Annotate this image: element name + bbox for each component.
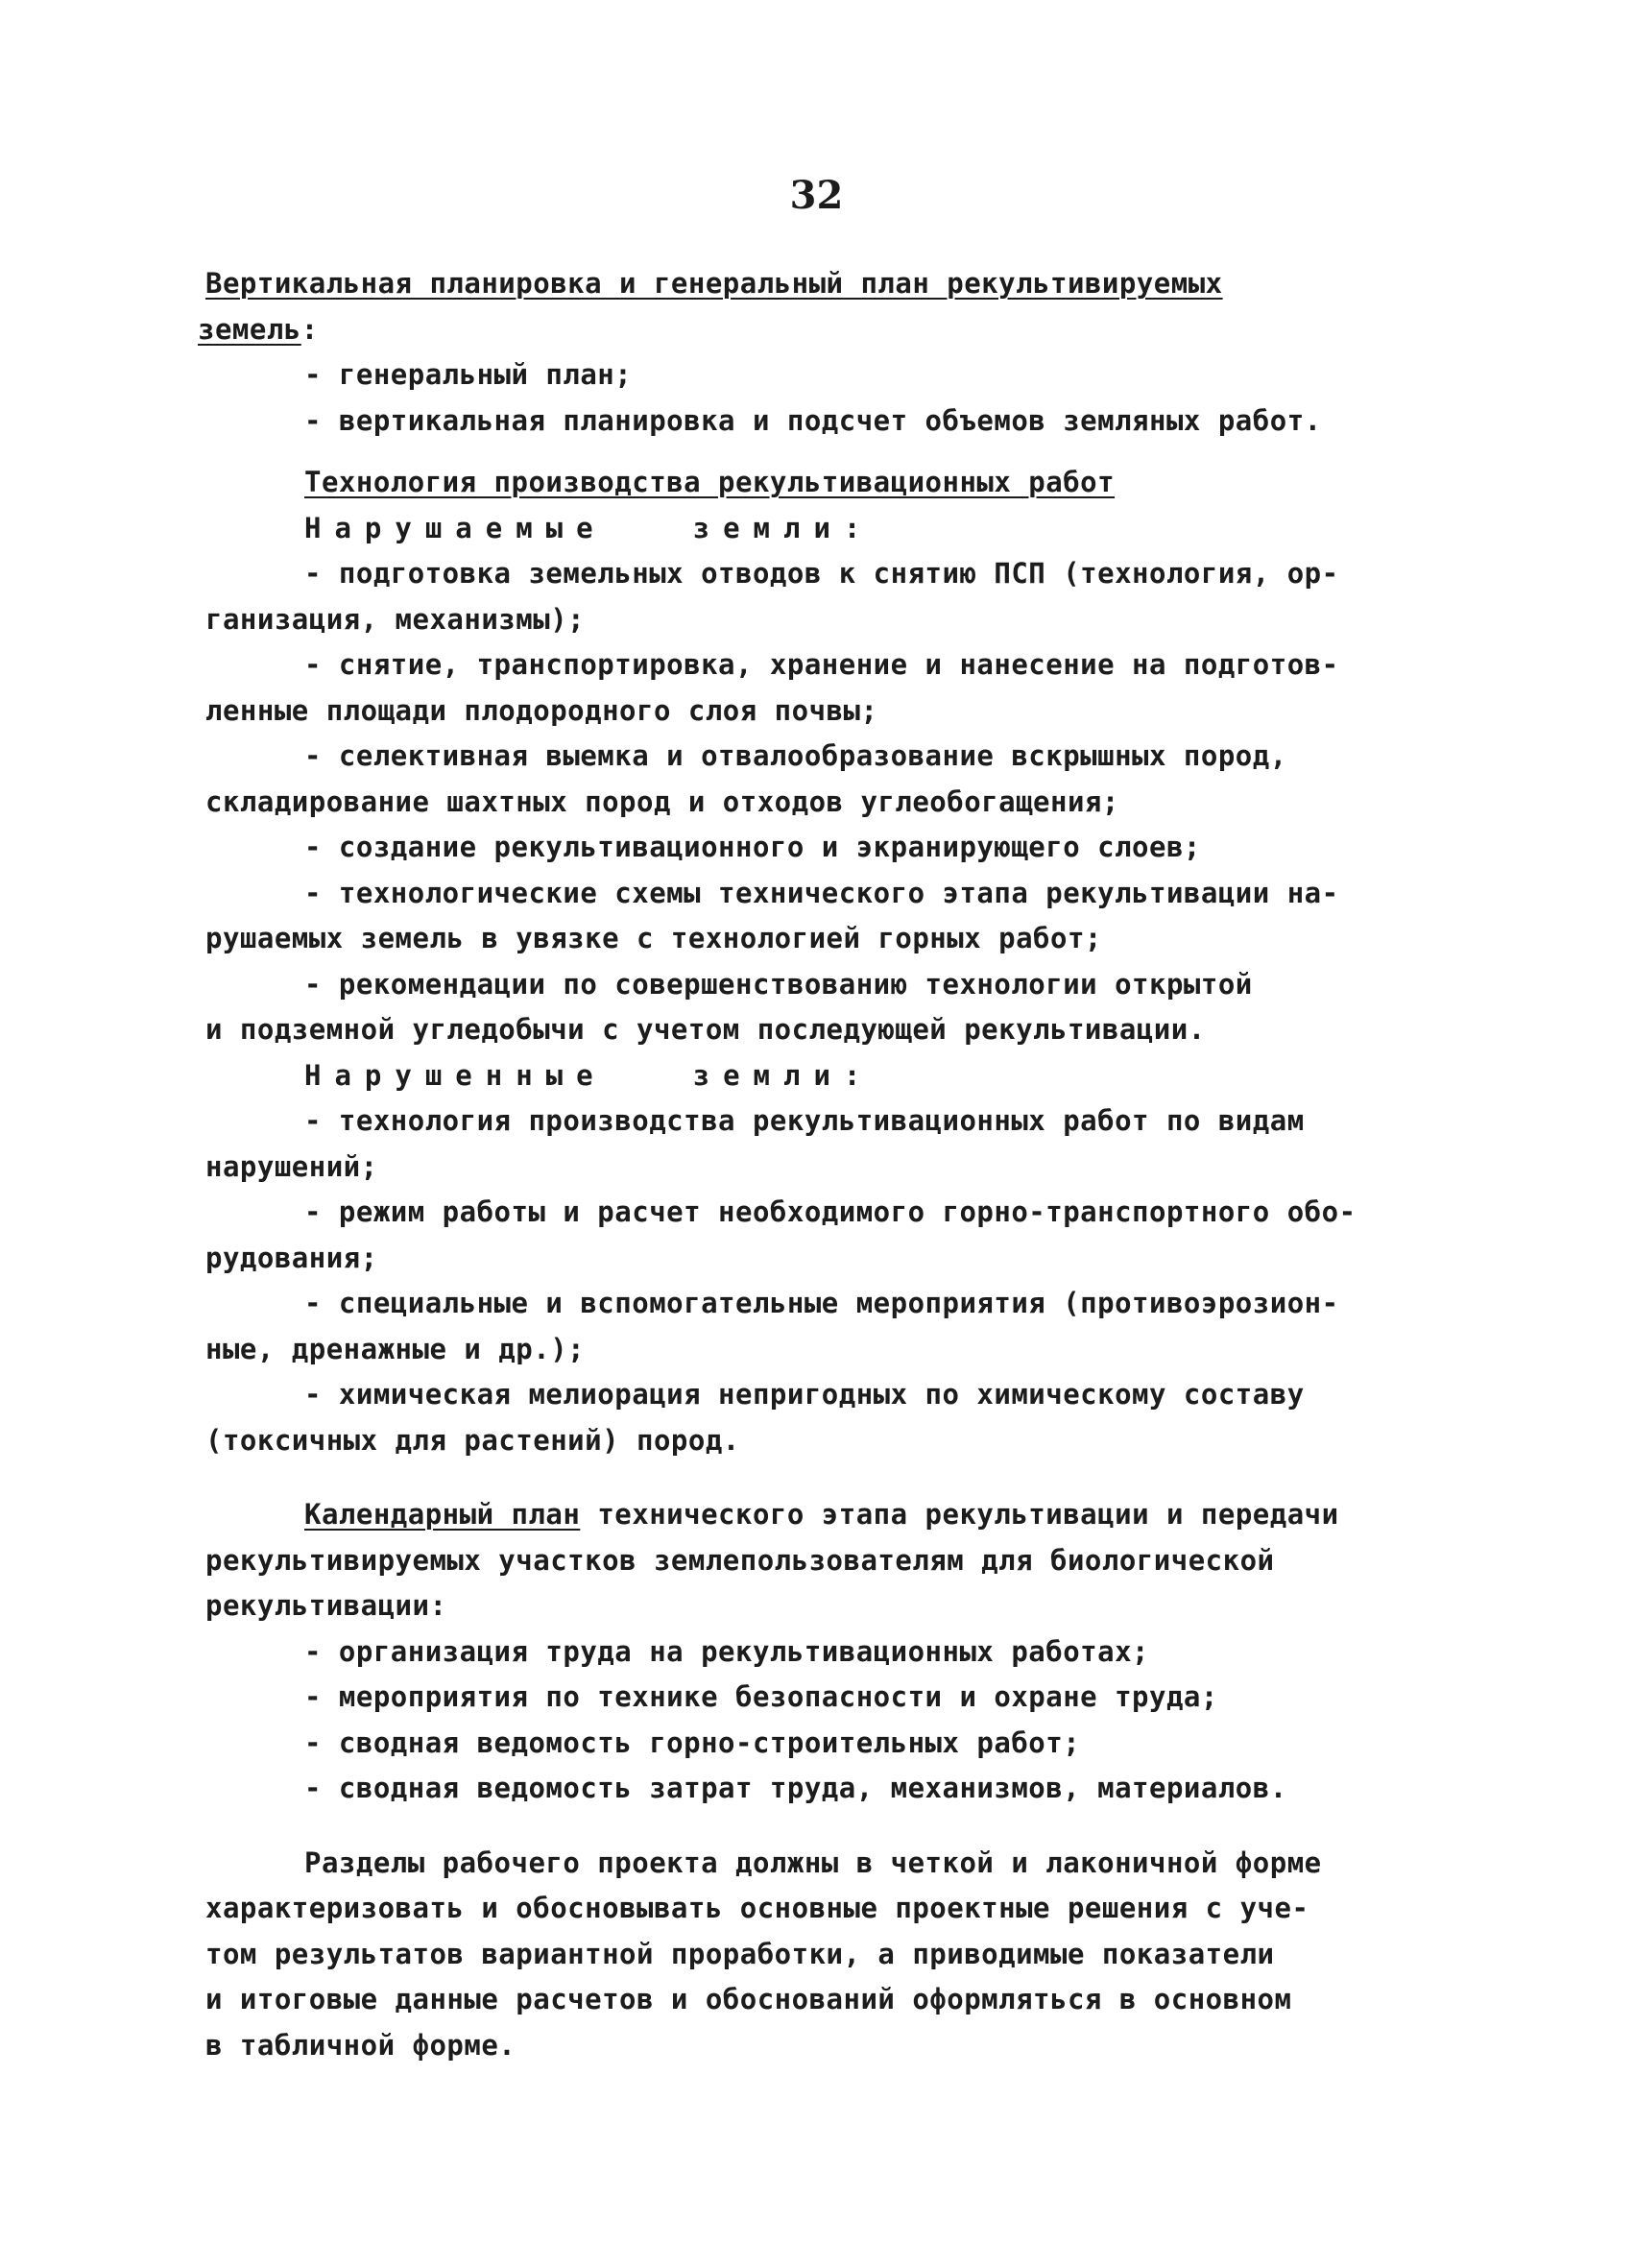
document-body [198,261,1453,2068]
list-item-cont: складирование шахтных пород и отходов углеобогащения; [205,784,1119,818]
list-item: - технологические схемы технического этапа рекультивации на- [304,876,1339,909]
section-title-rest: технического этапа рекультивации и передачи [580,1498,1339,1531]
section-title-vertical-planning-cont [198,307,1453,353]
list-item: - создание рекультивационного и экранирующего слоев; [304,831,1201,863]
paragraph-line: в табличной форме. [205,2028,516,2062]
section-title-colon: : [300,312,319,346]
list-item-cont: рудования; [205,1241,378,1274]
list-item-cont: (токсичных для растений) пород. [205,1423,740,1457]
list-item-cont: ные, дренажные и др.); [205,1332,586,1365]
list-item: - вертикальная планировка и подсчет объемов земляных работ. [304,403,1322,437]
paragraph-line: Разделы рабочего проекта должны в четкой и лаконичной форме [304,1846,1322,1879]
paragraph-line: характеризовать и обосновывать основные проектные решения с уче- [205,1892,1309,1924]
list-item: - селективная выемка и отвалообразование вскрышных пород, [304,739,1287,772]
list-item-cont: нарушений; [205,1149,378,1183]
list-item: - технология производства рекультивационных работ по видам [304,1104,1305,1137]
paragraph-line: и итоговые данные расчетов и обоснований оформляться в основном [205,1983,1292,2015]
list-item-cont: ленные площади плодородного слоя почвы; [205,693,878,727]
section-title-text: Технология производства рекультивационных работ [304,466,1116,498]
section-title-text: Вертикальная планировка и генеральный план рекультивируемых [205,267,1223,300]
section-title-calendar-line3: рекультивации: [205,1589,447,1622]
section-title-text: Календарный план [304,1498,581,1531]
list-item: - организация труда на рекультивационных работах; [304,1634,1150,1668]
section-title-vertical-planning [205,261,1453,307]
subsection-title-word: Нарушаемые [304,511,607,544]
list-item: - специальные и вспомогательные мероприятия (противоэрозион- [304,1287,1339,1319]
list-item: - снятие, транспортировка, хранение и нанесение на подготов- [304,648,1339,681]
section-title-text: земель [198,312,301,346]
paragraph-line: том результатов вариантной проработки, а приводимые показатели [205,1937,1275,1970]
list-item-cont: рушаемых земель в увязке с технологией горных работ; [205,922,1102,954]
list-item: - сводная ведомость затрат труда, механизмов, материалов. [304,1772,1287,1804]
list-item-cont: ганизация, механизмы); [205,602,586,636]
list-item: - сводная ведомость горно-строительных работ; [304,1725,1081,1759]
list-item-cont: и подземной угледобычи с учетом последующей рекультивации. [205,1013,1206,1046]
list-item: - режим работы и расчет необходимого горно-транспортного обо- [304,1195,1357,1228]
subsection-title-disturbed [205,506,1453,552]
list-item: - мероприятия по технике безопасности и охране труда; [304,1680,1218,1713]
page-number: 32 [789,173,844,218]
subsection-title-word: Нарушенные [304,1058,607,1092]
list-item: - подготовка земельных отводов к снятию ПСП (технология, ор- [304,557,1339,590]
subsection-title-word: земли: [692,511,875,544]
list-item: - химическая мелиорация непригодных по химическому составу [304,1378,1305,1411]
subsection-title-damaged [205,1053,1453,1099]
section-title-calendar [205,1492,1453,1538]
section-title-technology [205,460,1453,506]
section-title-calendar-line2: рекультивируемых участков землепользователям для биологической [205,1543,1275,1577]
list-item: - рекомендации по совершенствованию технологии открытой [304,967,1253,1001]
list-item: - генеральный план; [304,358,633,391]
subsection-title-word: земли: [692,1058,875,1092]
